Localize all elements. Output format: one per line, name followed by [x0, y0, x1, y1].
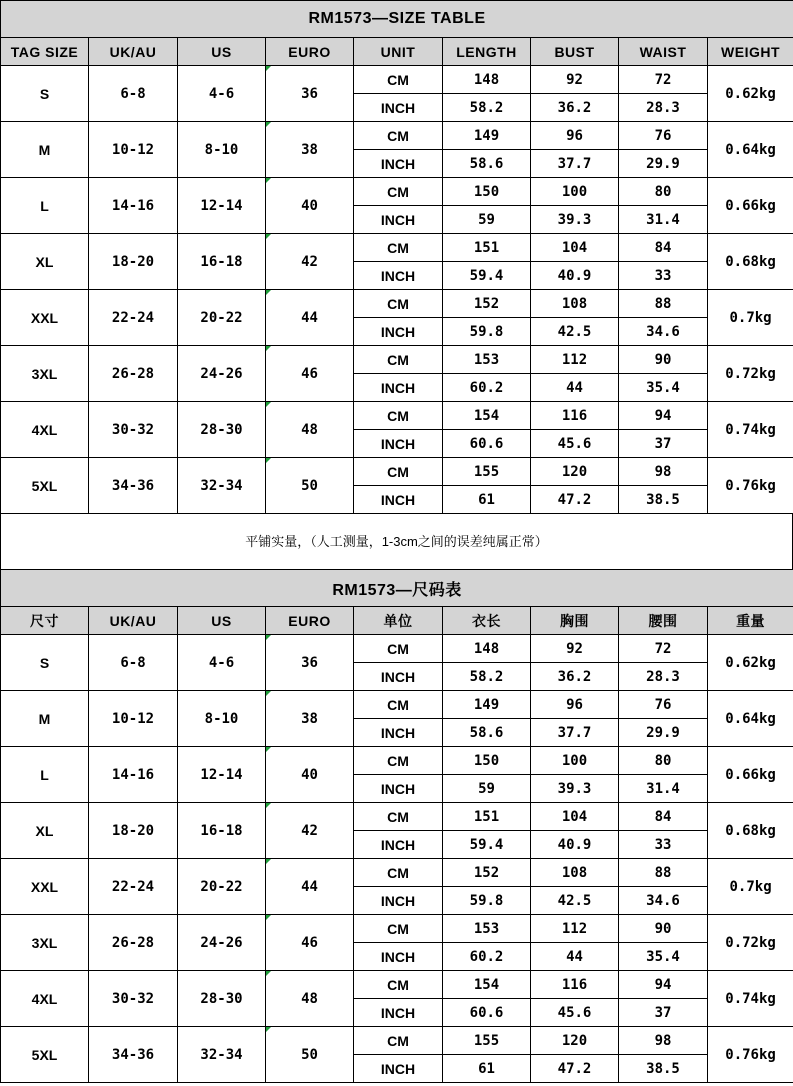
length-inch-cell: 61: [443, 1055, 531, 1083]
waist-inch-cell: 31.4: [619, 206, 708, 234]
length-cm-cell: 154: [443, 402, 531, 430]
bust-cm-cell: 92: [531, 635, 619, 663]
length-cm-cell: 154: [443, 971, 531, 999]
length-inch-cell: 60.2: [443, 943, 531, 971]
table-title: RM1573—尺码表: [1, 570, 793, 607]
unit-cell: CM: [354, 178, 443, 206]
bust-inch-cell: 42.5: [531, 318, 619, 346]
us-cell: 28-30: [178, 971, 266, 1027]
bust-inch-cell: 45.6: [531, 999, 619, 1027]
waist-inch-cell: 35.4: [619, 943, 708, 971]
length-inch-cell: 59.8: [443, 887, 531, 915]
length-cm-cell: 150: [443, 747, 531, 775]
euro-cell: 48: [266, 402, 354, 458]
bust-cm-cell: 108: [531, 290, 619, 318]
bust-inch-cell: 42.5: [531, 887, 619, 915]
euro-cell: 44: [266, 859, 354, 915]
unit-cell: INCH: [354, 943, 443, 971]
weight-cell: 0.76kg: [708, 1027, 793, 1083]
waist-inch-cell: 29.9: [619, 719, 708, 747]
tag-size-cell: 4XL: [1, 971, 89, 1027]
column-header: 重量: [708, 607, 793, 635]
column-header: UK/AU: [89, 607, 178, 635]
tag-size-cell: M: [1, 122, 89, 178]
tag-size-cell: 5XL: [1, 1027, 89, 1083]
waist-cm-cell: 88: [619, 859, 708, 887]
length-inch-cell: 61: [443, 486, 531, 514]
table-row: [1, 178, 793, 206]
column-header: EURO: [266, 607, 354, 635]
tag-size-cell: 4XL: [1, 402, 89, 458]
waist-inch-cell: 29.9: [619, 150, 708, 178]
uk-au-cell: 6-8: [89, 66, 178, 122]
us-cell: 4-6: [178, 66, 266, 122]
uk-au-cell: 22-24: [89, 290, 178, 346]
tag-size-cell: L: [1, 747, 89, 803]
length-inch-cell: 58.2: [443, 663, 531, 691]
table-row: [1, 402, 793, 430]
unit-cell: CM: [354, 635, 443, 663]
uk-au-cell: 34-36: [89, 458, 178, 514]
weight-cell: 0.62kg: [708, 66, 793, 122]
tag-size-cell: M: [1, 691, 89, 747]
us-cell: 12-14: [178, 178, 266, 234]
waist-cm-cell: 94: [619, 971, 708, 999]
length-cm-cell: 152: [443, 859, 531, 887]
euro-cell: 42: [266, 803, 354, 859]
tag-size-cell: S: [1, 635, 89, 691]
uk-au-cell: 26-28: [89, 346, 178, 402]
bust-inch-cell: 36.2: [531, 663, 619, 691]
table-row: [1, 66, 793, 94]
euro-cell: 38: [266, 691, 354, 747]
bust-cm-cell: 120: [531, 458, 619, 486]
tag-size-cell: XL: [1, 803, 89, 859]
us-cell: 24-26: [178, 915, 266, 971]
column-header: UNIT: [354, 38, 443, 66]
column-header: US: [178, 607, 266, 635]
unit-cell: CM: [354, 859, 443, 887]
bust-inch-cell: 44: [531, 374, 619, 402]
length-cm-cell: 149: [443, 691, 531, 719]
length-cm-cell: 151: [443, 803, 531, 831]
column-header: BUST: [531, 38, 619, 66]
bust-cm-cell: 100: [531, 747, 619, 775]
table-row: [1, 635, 793, 663]
us-cell: 16-18: [178, 234, 266, 290]
waist-cm-cell: 98: [619, 458, 708, 486]
uk-au-cell: 34-36: [89, 1027, 178, 1083]
length-cm-cell: 148: [443, 635, 531, 663]
unit-cell: INCH: [354, 887, 443, 915]
unit-cell: INCH: [354, 374, 443, 402]
length-inch-cell: 60.2: [443, 374, 531, 402]
length-inch-cell: 59: [443, 206, 531, 234]
euro-cell: 50: [266, 1027, 354, 1083]
table-row: [1, 747, 793, 775]
size-table-chinese: [0, 569, 793, 1083]
uk-au-cell: 30-32: [89, 402, 178, 458]
us-cell: 4-6: [178, 635, 266, 691]
column-header: US: [178, 38, 266, 66]
unit-cell: CM: [354, 803, 443, 831]
unit-cell: CM: [354, 122, 443, 150]
column-header: 衣长: [443, 607, 531, 635]
unit-cell: INCH: [354, 206, 443, 234]
waist-cm-cell: 98: [619, 1027, 708, 1055]
waist-inch-cell: 28.3: [619, 663, 708, 691]
weight-cell: 0.64kg: [708, 691, 793, 747]
bust-cm-cell: 96: [531, 691, 619, 719]
bust-inch-cell: 36.2: [531, 94, 619, 122]
us-cell: 8-10: [178, 691, 266, 747]
length-cm-cell: 155: [443, 458, 531, 486]
tag-size-cell: XXL: [1, 859, 89, 915]
column-header: WAIST: [619, 38, 708, 66]
unit-cell: INCH: [354, 775, 443, 803]
uk-au-cell: 26-28: [89, 915, 178, 971]
bust-inch-cell: 37.7: [531, 719, 619, 747]
length-cm-cell: 151: [443, 234, 531, 262]
unit-cell: INCH: [354, 150, 443, 178]
table-row: [1, 1027, 793, 1055]
euro-cell: 46: [266, 346, 354, 402]
tag-size-cell: S: [1, 66, 89, 122]
waist-cm-cell: 80: [619, 178, 708, 206]
euro-cell: 46: [266, 915, 354, 971]
uk-au-cell: 10-12: [89, 691, 178, 747]
us-cell: 32-34: [178, 458, 266, 514]
waist-cm-cell: 80: [619, 747, 708, 775]
uk-au-cell: 18-20: [89, 234, 178, 290]
euro-cell: 50: [266, 458, 354, 514]
waist-inch-cell: 37: [619, 999, 708, 1027]
unit-cell: CM: [354, 402, 443, 430]
waist-inch-cell: 33: [619, 831, 708, 859]
length-cm-cell: 153: [443, 915, 531, 943]
waist-inch-cell: 31.4: [619, 775, 708, 803]
weight-cell: 0.62kg: [708, 635, 793, 691]
us-cell: 12-14: [178, 747, 266, 803]
bust-inch-cell: 39.3: [531, 775, 619, 803]
weight-cell: 0.74kg: [708, 402, 793, 458]
unit-cell: CM: [354, 747, 443, 775]
unit-cell: INCH: [354, 94, 443, 122]
bust-cm-cell: 112: [531, 915, 619, 943]
euro-cell: 44: [266, 290, 354, 346]
weight-cell: 0.66kg: [708, 178, 793, 234]
table-row: [1, 971, 793, 999]
weight-cell: 0.7kg: [708, 859, 793, 915]
waist-inch-cell: 34.6: [619, 887, 708, 915]
euro-cell: 42: [266, 234, 354, 290]
unit-cell: INCH: [354, 719, 443, 747]
weight-cell: 0.68kg: [708, 803, 793, 859]
measurement-note: 平铺实量，（人工测量，1-3cm之间的误差纯属正常）: [0, 514, 793, 569]
table-row: [1, 859, 793, 887]
weight-cell: 0.74kg: [708, 971, 793, 1027]
weight-cell: 0.64kg: [708, 122, 793, 178]
column-header: LENGTH: [443, 38, 531, 66]
bust-cm-cell: 96: [531, 122, 619, 150]
bust-inch-cell: 44: [531, 943, 619, 971]
waist-cm-cell: 72: [619, 635, 708, 663]
unit-cell: CM: [354, 971, 443, 999]
column-header: TAG SIZE: [1, 38, 89, 66]
us-cell: 20-22: [178, 859, 266, 915]
length-cm-cell: 152: [443, 290, 531, 318]
euro-cell: 36: [266, 635, 354, 691]
bust-inch-cell: 40.9: [531, 262, 619, 290]
waist-inch-cell: 28.3: [619, 94, 708, 122]
weight-cell: 0.7kg: [708, 290, 793, 346]
column-header: EURO: [266, 38, 354, 66]
us-cell: 32-34: [178, 1027, 266, 1083]
us-cell: 20-22: [178, 290, 266, 346]
waist-cm-cell: 72: [619, 66, 708, 94]
tag-size-cell: 3XL: [1, 915, 89, 971]
bust-inch-cell: 39.3: [531, 206, 619, 234]
unit-cell: CM: [354, 691, 443, 719]
unit-cell: INCH: [354, 1055, 443, 1083]
bust-cm-cell: 100: [531, 178, 619, 206]
us-cell: 28-30: [178, 402, 266, 458]
unit-cell: CM: [354, 290, 443, 318]
bust-cm-cell: 104: [531, 803, 619, 831]
header-row: [1, 38, 793, 66]
table-row: [1, 915, 793, 943]
column-header: UK/AU: [89, 38, 178, 66]
length-inch-cell: 60.6: [443, 430, 531, 458]
bust-inch-cell: 47.2: [531, 486, 619, 514]
bust-cm-cell: 108: [531, 859, 619, 887]
unit-cell: CM: [354, 1027, 443, 1055]
waist-inch-cell: 35.4: [619, 374, 708, 402]
us-cell: 24-26: [178, 346, 266, 402]
bust-cm-cell: 104: [531, 234, 619, 262]
unit-cell: INCH: [354, 318, 443, 346]
bust-cm-cell: 92: [531, 66, 619, 94]
length-cm-cell: 155: [443, 1027, 531, 1055]
unit-cell: CM: [354, 458, 443, 486]
tag-size-cell: 3XL: [1, 346, 89, 402]
unit-cell: CM: [354, 66, 443, 94]
waist-inch-cell: 38.5: [619, 486, 708, 514]
table-row: [1, 234, 793, 262]
waist-cm-cell: 84: [619, 803, 708, 831]
uk-au-cell: 18-20: [89, 803, 178, 859]
unit-cell: INCH: [354, 999, 443, 1027]
bust-cm-cell: 116: [531, 402, 619, 430]
waist-cm-cell: 76: [619, 691, 708, 719]
column-header: WEIGHT: [708, 38, 793, 66]
waist-cm-cell: 94: [619, 402, 708, 430]
waist-cm-cell: 84: [619, 234, 708, 262]
column-header: 尺寸: [1, 607, 89, 635]
length-inch-cell: 59.8: [443, 318, 531, 346]
length-cm-cell: 148: [443, 66, 531, 94]
euro-cell: 38: [266, 122, 354, 178]
header-row: [1, 607, 793, 635]
length-inch-cell: 59: [443, 775, 531, 803]
bust-cm-cell: 112: [531, 346, 619, 374]
uk-au-cell: 6-8: [89, 635, 178, 691]
weight-cell: 0.68kg: [708, 234, 793, 290]
bust-inch-cell: 40.9: [531, 831, 619, 859]
tag-size-cell: 5XL: [1, 458, 89, 514]
unit-cell: CM: [354, 234, 443, 262]
uk-au-cell: 30-32: [89, 971, 178, 1027]
unit-cell: INCH: [354, 831, 443, 859]
length-cm-cell: 153: [443, 346, 531, 374]
uk-au-cell: 14-16: [89, 178, 178, 234]
uk-au-cell: 22-24: [89, 859, 178, 915]
length-inch-cell: 60.6: [443, 999, 531, 1027]
unit-cell: INCH: [354, 663, 443, 691]
length-inch-cell: 58.6: [443, 719, 531, 747]
waist-inch-cell: 34.6: [619, 318, 708, 346]
length-inch-cell: 59.4: [443, 262, 531, 290]
size-table-english: [0, 0, 793, 514]
weight-cell: 0.66kg: [708, 747, 793, 803]
bust-cm-cell: 116: [531, 971, 619, 999]
bust-inch-cell: 45.6: [531, 430, 619, 458]
unit-cell: INCH: [354, 262, 443, 290]
length-inch-cell: 58.2: [443, 94, 531, 122]
tag-size-cell: XL: [1, 234, 89, 290]
weight-cell: 0.72kg: [708, 915, 793, 971]
unit-cell: CM: [354, 346, 443, 374]
unit-cell: INCH: [354, 430, 443, 458]
length-cm-cell: 150: [443, 178, 531, 206]
us-cell: 8-10: [178, 122, 266, 178]
uk-au-cell: 10-12: [89, 122, 178, 178]
tag-size-cell: L: [1, 178, 89, 234]
waist-cm-cell: 90: [619, 346, 708, 374]
column-header: 胸围: [531, 607, 619, 635]
length-inch-cell: 58.6: [443, 150, 531, 178]
euro-cell: 48: [266, 971, 354, 1027]
tag-size-cell: XXL: [1, 290, 89, 346]
euro-cell: 40: [266, 747, 354, 803]
column-header: 腰围: [619, 607, 708, 635]
bust-inch-cell: 47.2: [531, 1055, 619, 1083]
table-title: RM1573—SIZE TABLE: [1, 1, 793, 38]
length-inch-cell: 59.4: [443, 831, 531, 859]
bust-inch-cell: 37.7: [531, 150, 619, 178]
euro-cell: 36: [266, 66, 354, 122]
waist-inch-cell: 37: [619, 430, 708, 458]
waist-inch-cell: 33: [619, 262, 708, 290]
euro-cell: 40: [266, 178, 354, 234]
table-row: [1, 290, 793, 318]
table-row: [1, 122, 793, 150]
table-row: [1, 803, 793, 831]
column-header: 单位: [354, 607, 443, 635]
table-row: [1, 346, 793, 374]
bust-cm-cell: 120: [531, 1027, 619, 1055]
waist-cm-cell: 88: [619, 290, 708, 318]
length-cm-cell: 149: [443, 122, 531, 150]
uk-au-cell: 14-16: [89, 747, 178, 803]
waist-cm-cell: 76: [619, 122, 708, 150]
us-cell: 16-18: [178, 803, 266, 859]
table-row: [1, 691, 793, 719]
unit-cell: CM: [354, 915, 443, 943]
unit-cell: INCH: [354, 486, 443, 514]
weight-cell: 0.76kg: [708, 458, 793, 514]
waist-inch-cell: 38.5: [619, 1055, 708, 1083]
table-row: [1, 458, 793, 486]
weight-cell: 0.72kg: [708, 346, 793, 402]
waist-cm-cell: 90: [619, 915, 708, 943]
